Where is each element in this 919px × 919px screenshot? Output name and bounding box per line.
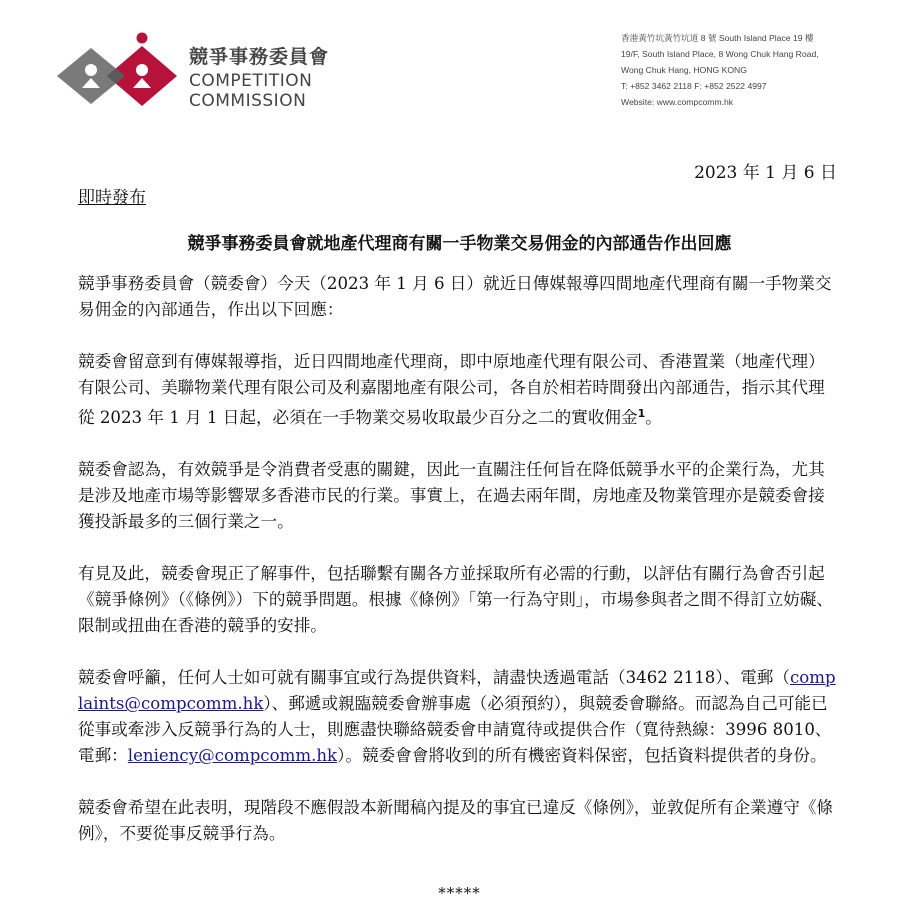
logo-text: [189, 46, 329, 111]
paragraph-1: 競爭事務委員會（競委會）今天（2023 年 1 月 6 日）就近日傳媒報導四間地產代理商有關一手物業交易佣金的內部通告，作出以下回應：: [78, 274, 832, 319]
press-release-body: [78, 271, 839, 873]
paragraph-5-part-a: 競委會呼籲，任何人士如可就有關事宜或行為提供資料，請盡快透過電話（3462 2118）、電郵（: [78, 668, 790, 687]
release-date: 2023 年 1 月 6 日: [694, 163, 837, 183]
address-chinese: 香港黃竹坑黃竹坑道 8 號 South Island Place 19 樓: [621, 33, 814, 43]
end-of-release-mark: *****: [438, 884, 481, 902]
paragraph-5: [78, 665, 839, 769]
address-english-line1: 19/F, South Island Place, 8 Wong Chuk Hang Road,: [621, 49, 819, 59]
competition-commission-logo: [55, 28, 355, 118]
paragraph-5-part-b: ）、郵遞或親臨競委會辦事處（必須預約），與競委會聯絡。而認為自己可能已從事或牽涉入反競爭行為的人士，則應盡快聯絡競委會申請寬待或提供合作（寬待熱線：3996 8010、電郵：: [78, 694, 832, 765]
letterhead: [55, 28, 859, 123]
contact-block: [621, 30, 859, 110]
phone-fax: T: +852 3462 2118 F: +852 2522 4997: [621, 81, 767, 91]
paragraph-4: 有見及此，競委會現正了解事件，包括聯繫有關各方並採取所有必需的行動，以評估有關行為會否引起《競爭條例》（《條例》）下的競爭問題。根據《條例》「第一行為守則」，市場參與者之間不得訂立妨礙、限制或扭曲在香港的競爭的安排。: [78, 564, 833, 635]
paragraph-2: [78, 349, 839, 431]
complaints-email-link[interactable]: complaints@compcomm.hk: [78, 668, 836, 713]
address-english-line2: Wong Chuk Hang, HONG KONG: [621, 65, 747, 75]
paragraph-5-part-c: ）。競委會會將收到的所有機密資料保密，包括資料提供者的身份。: [337, 746, 827, 765]
press-release-title: 競爭事務委員會就地產代理商有關一手物業交易佣金的內部通告作出回應: [187, 234, 732, 254]
footnote-reference[interactable]: 1: [637, 407, 646, 420]
logo-english-name-line1: COMPETITION: [189, 71, 313, 91]
logo-mark-icon: [55, 28, 180, 118]
immediate-release-label: 即時發布: [78, 188, 146, 208]
leniency-email-link[interactable]: leniency@compcomm.hk: [127, 746, 338, 765]
website: Website: www.compcomm.hk: [621, 97, 734, 107]
logo-english-name-line2: COMMISSION: [189, 91, 307, 111]
paragraph-6: 競委會希望在此表明，現階段不應假設本新聞稿內提及的事宜已違反《條例》，並敦促所有企業遵守《條例》，不要從事反競爭行為。: [78, 798, 834, 843]
paragraph-2-text: 競委會留意到有傳媒報導指，近日四間地產代理商，即中原地產代理有限公司、香港置業（地產代理）有限公司、美聯物業代理有限公司及利嘉閣地產有限公司，各自於相若時間發出內部通告，指示其代理從 2023 年 1 月 1 日起，必須在一手物業交易收取最少百分之二的實收佣金: [78, 352, 825, 427]
paragraph-3: 競委會認為，有效競爭是令消費者受惠的關鍵，因此一直關注任何旨在降低競爭水平的企業行為，尤其是涉及地產市場等影響眾多香港市民的行業。事實上，在過去兩年間，房地產及物業管理亦是競委會接獲投訴最多的三個行業之一。: [78, 460, 825, 531]
paragraph-2-end: 。: [645, 408, 662, 427]
logo-chinese-name: 競爭事務委員會: [189, 46, 330, 68]
